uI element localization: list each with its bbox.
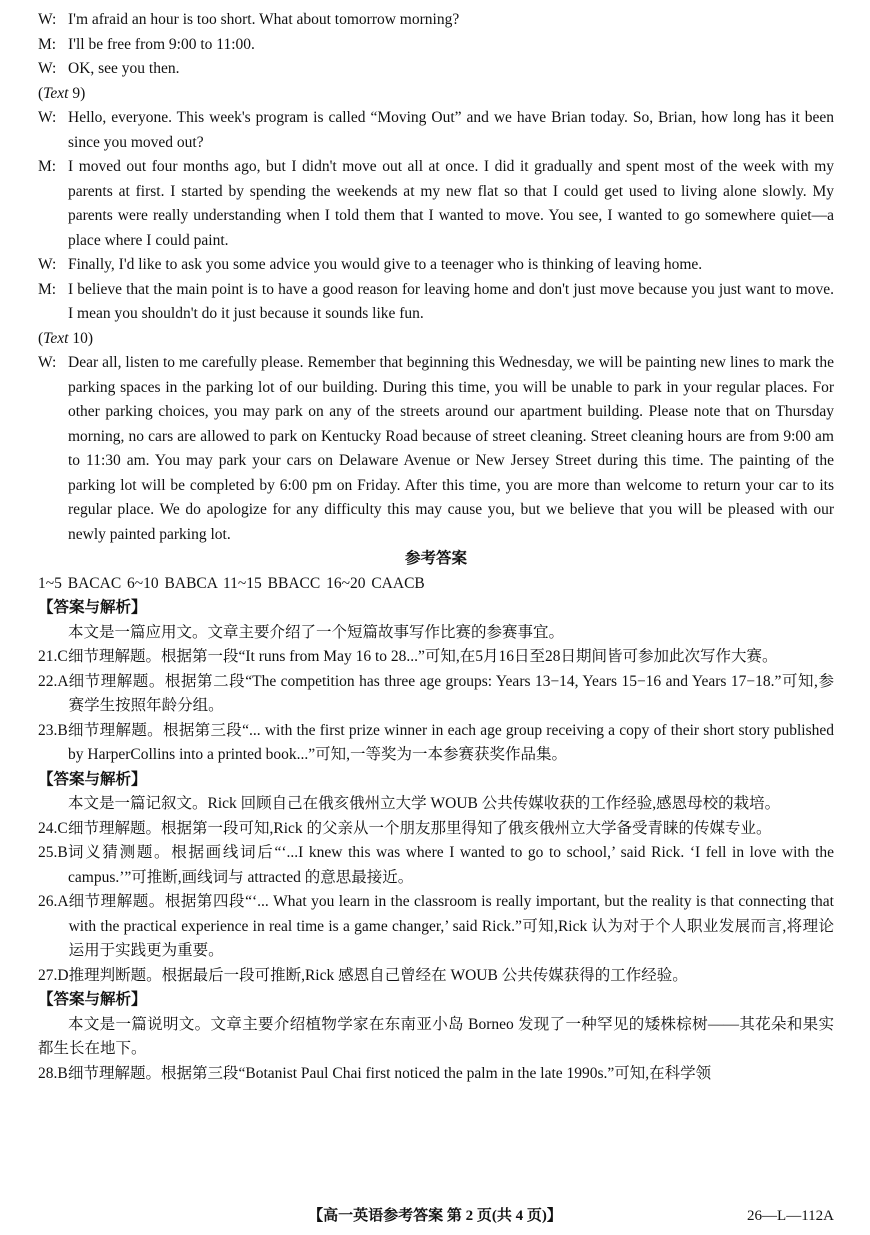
dialogue-text: OK, see you then.	[68, 60, 180, 77]
dialogue-line	[38, 8, 834, 33]
answer-item	[38, 645, 834, 670]
passage-summary: 本文是一篇说明文。文章主要介绍植物学家在东南亚小岛 Borneo 发现了一种罕见的矮株棕树——其花朵和果实都生长在地下。	[38, 1015, 834, 1057]
answer-number: 24.C	[38, 819, 68, 837]
answer-explanation: 细节理解题。根据第一段“It runs from May 16 to 28...”可知,在5月16日至28日期间皆可参加此次写作大赛。	[68, 648, 778, 665]
dialogue-line	[38, 155, 834, 253]
answer-number: 25.B	[38, 844, 68, 861]
text10-label: (Text 10)	[38, 329, 93, 347]
dialogue-line	[38, 278, 834, 327]
speaker-label: W:	[38, 60, 57, 77]
dialogue-top	[38, 8, 834, 82]
answer-explanation: 词义猜测题。根据画线词后“‘...I knew this was where I wanted to go to school,’ said Rick. ‘I fell in love with the campus.’”可推断,画线词与 attracted 的意思最接近。	[68, 844, 834, 886]
explanation-header: 【答案与解析】	[38, 599, 147, 616]
page-footer	[0, 1203, 870, 1229]
answer-number: 26.A	[38, 893, 69, 910]
answer-item	[38, 890, 834, 964]
answer-number: 23.B	[38, 721, 68, 739]
answer-item	[38, 670, 834, 719]
dialogue-line	[38, 33, 834, 58]
explanation-header: 【答案与解析】	[38, 770, 147, 788]
answer-title: 参考答案	[404, 550, 467, 567]
answer-number: 28.B	[38, 1064, 68, 1082]
dialogue-line	[38, 57, 834, 82]
answer-explanation: 推理判断题。根据最后一段可推断,Rick 感恩自己曾经在 WOUB 公共传媒获得的工作经验。	[68, 966, 688, 984]
answer-item	[38, 719, 834, 768]
dialogue-text: I moved out four months ago, but I didn't move out all at once. I did it gradually and spent most of the week with my parents at first. I started by spending the weekends at my new flat so that I could get used to living alone slowly. My parents were really understanding when I told them that I wanted to move. You see, I wanted to go somewhere quiet—a place where I could paint.	[68, 158, 834, 249]
passage-summary: 本文是一篇记叙文。Rick 回顾自己在俄亥俄州立大学 WOUB 公共传媒收获的工作经验,感恩母校的栽培。	[68, 795, 781, 812]
dialogue-line	[38, 106, 834, 155]
answer-explanation: 细节理解题。根据第一段可知,Rick 的父亲从一个朋友那里得知了俄亥俄州立大学备受青睐的传媒专业。	[68, 819, 772, 837]
answer-explanation: 细节理解题。根据第三段“Botanist Paul Chai first noticed the palm in the late 1990s.”可知,在科学领	[68, 1064, 712, 1082]
dialogue-line	[38, 351, 834, 547]
dialogue-text: Dear all, listen to me carefully please. Remember that beginning this Wednesday, we will be painting new lines to mark the parking spaces in the parking lot of our building. During this time, you will be unable to park in your regular places. For other parking choices, you may park on any of the streets around our apartment building. Please note that on Thursday morning, no cars are allowed to park on Kentucky Road because of street cleaning. Street cleaning hours are from 9:00 am to 11:30 am. You may park your cars on Delaware Avenue or New Jersey Street during this time. The painting of the parking lot will be completed by 6:00 pm on Friday. After this time, you are more than welcome to return your car to its regular place. We do apologize for any difficulty this may cause you, but we believe that you will be pleased with our newly painted parking lot.	[68, 354, 834, 543]
answer-number: 27.D	[38, 966, 69, 984]
speaker-label: M:	[38, 158, 57, 175]
answer-key: 1~5 BACAC 6~10 BABCA 11~15 BBACC 16~20 CAACB	[38, 574, 425, 592]
dialogue-text: I'm afraid an hour is too short. What about tomorrow morning?	[68, 11, 460, 28]
speaker-label: M:	[38, 35, 57, 53]
dialogue-text: I believe that the main point is to have a good reason for leaving home and don't just move because you just want to move. I mean you shouldn't do it just because it sounds like fun.	[68, 280, 834, 322]
answer-number: 22.A	[38, 672, 69, 690]
speaker-label: W:	[38, 256, 57, 273]
answer-item	[38, 964, 834, 989]
footer-code: 26—L—112A	[747, 1208, 834, 1224]
answer-explanation: 细节理解题。根据第三段“... with the first prize winner in each age group receiving a copy of their short story published by HarperCollins into a printed book...”可知,一等奖为一本参赛获奖作品集。	[68, 721, 834, 763]
dialogue-text: I'll be free from 9:00 to 11:00.	[68, 35, 255, 53]
text9-label: (Text 9)	[38, 84, 86, 102]
answer-item	[38, 1062, 834, 1087]
passage-summary: 本文是一篇应用文。文章主要介绍了一个短篇故事写作比赛的参赛事宜。	[68, 623, 565, 641]
text9-dialogue	[38, 106, 834, 327]
dialogue-text: Finally, I'd like to ask you some advice you would give to a teenager who is thinking of leaving home.	[68, 256, 703, 273]
answer-explanation: 细节理解题。根据第四段“‘... What you learn in the classroom is really important, but the reality is that connecting that with the practical experience in real time is a game changer,’ said Rick.”可知,Rick 认为对于个人职业发展而言,将理论运用于实践更为重要。	[68, 893, 834, 959]
speaker-label: W:	[38, 109, 57, 126]
answer-item	[38, 841, 834, 890]
dialogue-line	[38, 253, 834, 278]
answer-item	[38, 817, 834, 842]
dialogue-text: Hello, everyone. This week's program is called “Moving Out” and we have Brian today. So, Brian, how long has it been since you moved out?	[68, 109, 834, 151]
footer-title: 【高一英语参考答案 第 2 页(共 4 页)】	[308, 1208, 562, 1224]
answer-number: 21.C	[38, 648, 68, 665]
speaker-label: M:	[38, 280, 57, 298]
speaker-label: W:	[38, 354, 57, 371]
speaker-label: W:	[38, 11, 57, 28]
explanation-header: 【答案与解析】	[38, 991, 147, 1008]
answer-explanation: 细节理解题。根据第二段“The competition has three age groups: Years 13−14, Years 15−16 and Years 17−18.”可知,参赛学生按照年龄分组。	[68, 672, 834, 714]
explanation-groups	[38, 596, 834, 1086]
text10-dialogue	[38, 351, 834, 547]
